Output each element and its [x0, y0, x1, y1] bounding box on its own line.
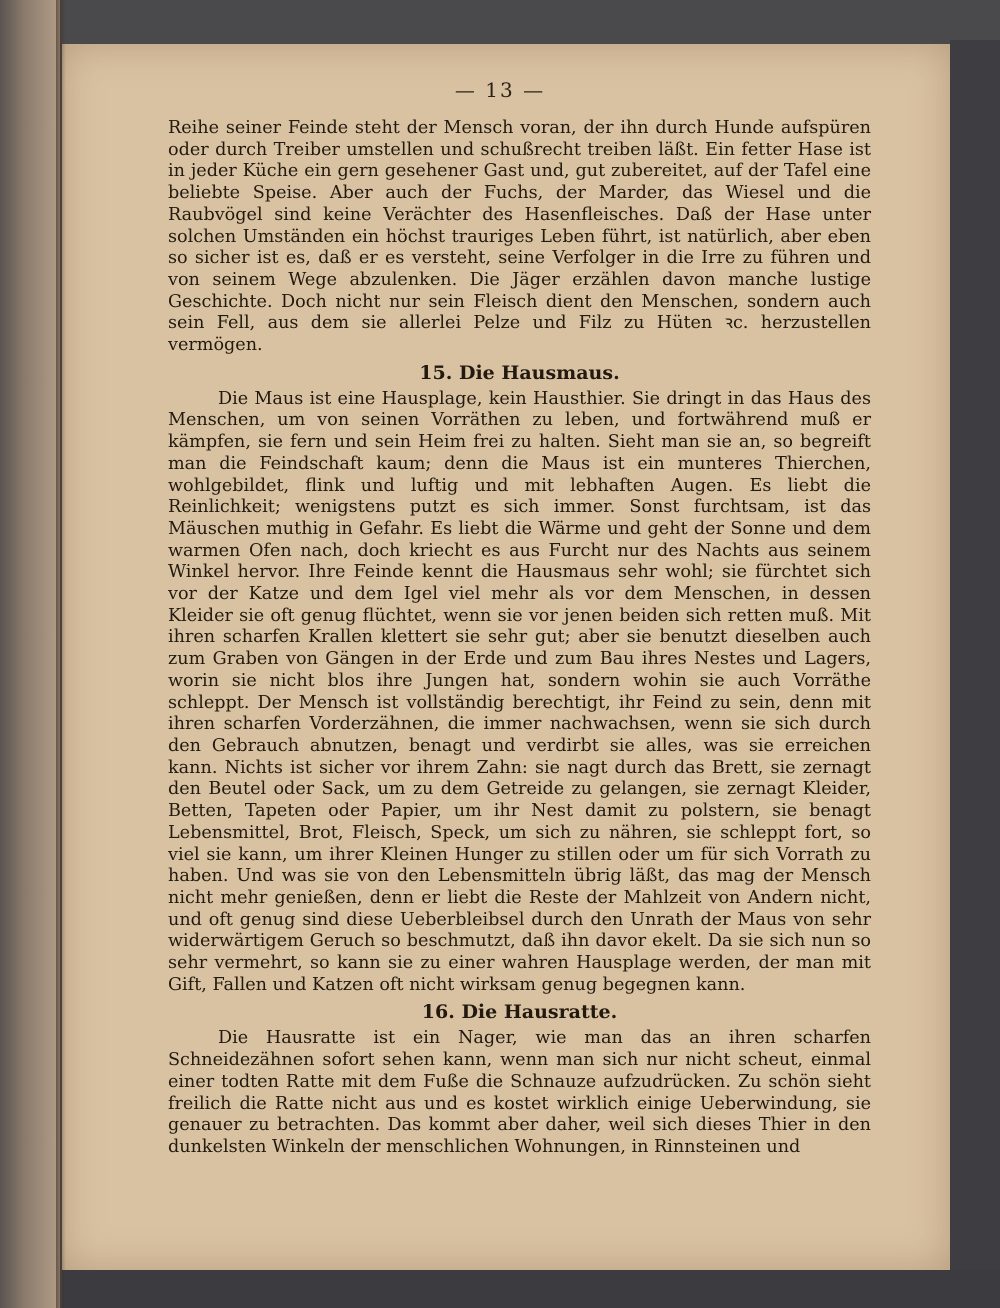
page-text: [168, 118, 871, 1159]
paragraph-hausratte: Die Hausratte ist ein Nager, wie man das an ihren scharfen Schneidezähnen sofort sehen kann, wenn man sich nur nicht scheut, einmal einer todten Ratte mit dem Fuße die Schnauze aufzudrücken. Zu schön sieht freilich die Ratte nicht aus und es kostet wirklich einige Ueberwindung, sie genauer zu betrachten. Das kommt aber daher, weil sich dieses Thier in den dunkelsten Winkeln der menschlichen Wohnungen, in Rinnsteinen und: [168, 1028, 871, 1157]
paragraph-hausmaus: Die Maus ist eine Hausplage, kein Hausthier. Sie dringt in das Haus des Menschen, um von seinen Vorräthen zu leben, und fortwährend muß er kämpfen, sie fern und sein Heim frei zu halten. Sieht man sie an, so begreift man die Feindschaft kaum; denn die Maus ist ein munteres Thierchen, wohlgebildet, flink und luftig und mit lebhaften Augen. Es liebt die Reinlichkeit; wenigstens putzt es sich immer. Sonst furchtsam, ist das Mäuschen muthig in Gefahr. Es liebt die Wärme und geht der Sonne und dem warmen Ofen nach, doch kriecht es aus Furcht nur des Nachts aus seinem Winkel hervor. Ihre Feinde kennt die Hausmaus sehr wohl; sie fürchtet sich vor der Katze und dem Igel viel mehr als vor dem Menschen, in dessen Kleider sie oft genug flüchtet, wenn sie vor jenen beiden sich retten muß. Mit ihren scharfen Krallen klettert sie sehr gut; aber sie benutzt dieselben auch zum Graben von Gängen in der Erde und zum Bau ihres Nestes und Lagers, worin sie nicht blos ihre Jungen hat, sondern wohin sie auch Vorräthe schleppt. Der Mensch ist vollständig berechtigt, ihr Feind zu sein, denn mit ihren scharfen Vorderzähnen, die immer nachwachsen, wenn sie sich durch den Gebrauch abnutzen, benagt und verdirbt sie alles, was sie erreichen kann. Nichts ist sicher vor ihrem Zahn: sie nagt durch das Brett, sie zernagt den Beutel oder Sack, um zu dem Getreide zu gelangen, sie zernagt Kleider, Betten, Tapeten oder Papier, um ihr Nest damit zu polstern, sie benagt Lebensmittel, Brot, Fleisch, Speck, um sich zu nähren, sie schleppt fort, so viel sie kann, um ihrer Kleinen Hunger zu stillen oder um für sich Vorrath zu haben. Und was sie von den Lebensmitteln übrig läßt, das mag der Mensch nicht mehr genießen, denn er liebt die Reste der Mahlzeit von Andern nicht, und oft genug sind diese Ueberbleibsel durch den Unrath der Maus von sehr widerwärtigem Geruch so beschmutzt, daß ihn davor ekelt. Da sie sich nun so sehr vermehrt, so kann sie zu einer wahren Hausplage werden, der man mit Gift, Fallen und Katzen oft nicht wirksam genug begegnen kann.: [168, 388, 871, 995]
heading-hausmaus: 15. Die Hausmaus.: [419, 361, 620, 384]
paragraph-hase-end: Reihe seiner Feinde steht der Mensch voran, der ihn durch Hunde aufspüren oder durch Treiber umstellen und schußrecht treiben läßt. Ein fetter Hase ist in jeder Küche ein gern gesehener Gast und, gut zubereitet, auf der Tafel eine beliebte Speise. Aber auch der Fuchs, der Marder, das Wiesel und die Raubvögel sind keine Verächter des Hasenfleisches. Daß der Hase unter solchen Umständen ein höchst trauriges Leben führt, ist natürlich, aber eben so sicher ist es, daß er es versteht, seine Verfolger in die Irre zu führen und von seinem Wege abzulenken. Die Jäger erzählen davon manche lustige Geschichte. Doch nicht nur sein Fleisch dient den Menschen, sondern auch sein Fell, aus dem sie allerlei Pelze und Filz zu Hüten ꝛc. herzustellen vermögen.: [168, 118, 871, 356]
book-cover-bottom: [62, 1270, 1000, 1308]
heading-hausratte: 16. Die Hausratte.: [421, 1001, 618, 1024]
spine-shadow: [56, 0, 66, 1308]
book-cover-right: [950, 40, 1000, 1308]
book-cover-left: [0, 0, 60, 1308]
page-number: — 13 —: [454, 78, 546, 102]
